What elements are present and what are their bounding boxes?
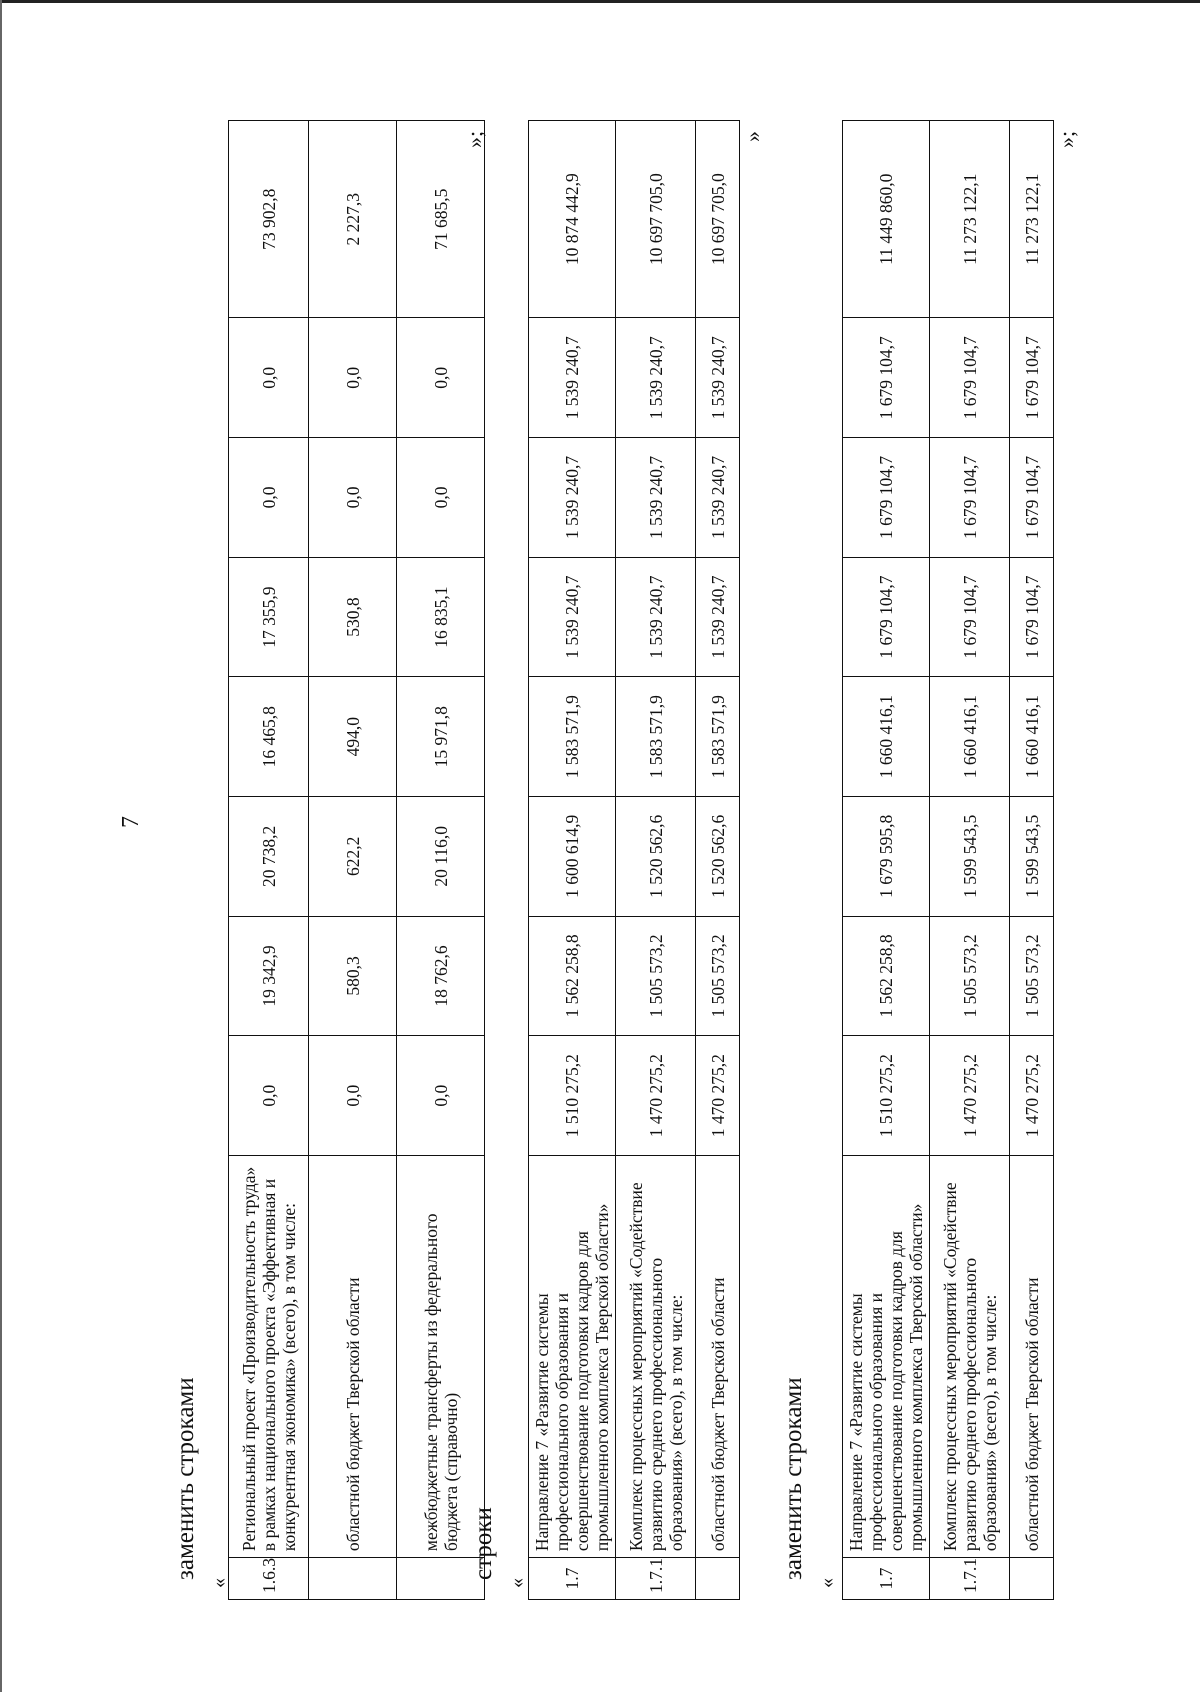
row-value: 1 539 240,7: [616, 557, 696, 677]
row-value: 0,0: [229, 318, 309, 438]
row-name: Региональный проект «Производительность труда» в рамках национального проекта «Эффективная и конкурентная экономика» (всего), в том числе:: [229, 1155, 309, 1557]
row-value: 1 583 571,9: [616, 677, 696, 797]
row-value: 1 599 543,5: [930, 797, 1010, 917]
open-quote-2: «: [506, 1578, 528, 1588]
table-block-1: [228, 120, 485, 1600]
row-value: 1 539 240,7: [529, 557, 616, 677]
row-name: Направление 7 «Развитие системы профессионального образования и совершенствование подготовки кадров для промышленного комплекса Тверской области»: [843, 1155, 930, 1557]
row-value: 71 685,5: [397, 121, 485, 318]
table-row: [616, 121, 696, 1600]
row-value: 15 971,8: [397, 677, 485, 797]
row-value: 1 470 275,2: [616, 1036, 696, 1156]
row-value: 1 539 240,7: [696, 318, 740, 438]
table-block-3: [842, 120, 1054, 1600]
row-value: 1 679 104,7: [1010, 557, 1054, 677]
row-value: 10 697 705,0: [696, 121, 740, 318]
table-row: [309, 121, 397, 1600]
row-value: 1 679 104,7: [1010, 438, 1054, 558]
row-value: 1 505 573,2: [930, 916, 1010, 1036]
page-number: 7: [118, 816, 144, 828]
row-value: 1 510 275,2: [843, 1036, 930, 1156]
row-value: 1 520 562,6: [696, 797, 740, 917]
row-value: 1 510 275,2: [529, 1036, 616, 1156]
row-value: 0,0: [397, 318, 485, 438]
row-value: 1 539 240,7: [616, 318, 696, 438]
scan-top-edge: [0, 0, 1200, 3]
row-value: 18 762,6: [397, 916, 485, 1036]
row-value: 1 583 571,9: [696, 677, 740, 797]
row-code: 1.6.3: [229, 1558, 309, 1600]
row-value: 1 600 614,9: [529, 797, 616, 917]
row-value: 1 679 104,7: [930, 557, 1010, 677]
row-value: 10 697 705,0: [616, 121, 696, 318]
row-value: 1 505 573,2: [696, 916, 740, 1036]
row-value: 1 539 240,7: [696, 557, 740, 677]
row-name: Комплекс процессных мероприятий «Содействие развитию среднего профессионального образования» (всего), в том числе:: [616, 1155, 696, 1557]
table-row: [229, 121, 309, 1600]
row-value: 1 583 571,9: [529, 677, 616, 797]
row-value: 0,0: [309, 438, 397, 558]
row-value: 580,3: [309, 916, 397, 1036]
end-mark-2: »: [740, 131, 765, 142]
row-value: 1 562 258,8: [529, 916, 616, 1036]
row-value: 11 449 860,0: [843, 121, 930, 318]
row-code: 1.7.1: [616, 1558, 696, 1600]
row-value: 1 562 258,8: [843, 916, 930, 1036]
row-code: 1.7: [529, 1558, 616, 1600]
row-value: 622,2: [309, 797, 397, 917]
row-value: 1 679 595,8: [843, 797, 930, 917]
row-value: 1 679 104,7: [930, 318, 1010, 438]
row-value: 20 738,2: [229, 797, 309, 917]
scan-left-edge: [0, 0, 2, 1692]
row-value: 10 874 442,9: [529, 121, 616, 318]
row-value: 1 470 275,2: [696, 1036, 740, 1156]
row-value: 0,0: [229, 1036, 309, 1156]
rotated-document-sheet: [150, 120, 1110, 1600]
instruction-rows: строки: [470, 1507, 497, 1580]
row-code: 1.7.1: [930, 1558, 1010, 1600]
row-value: 1 660 416,1: [843, 677, 930, 797]
row-value: 1 539 240,7: [529, 318, 616, 438]
row-value: 1 520 562,6: [616, 797, 696, 917]
table-row: [930, 121, 1010, 1600]
row-value: 1 679 104,7: [843, 318, 930, 438]
end-mark-3: »;: [1054, 130, 1079, 148]
row-value: 1 505 573,2: [616, 916, 696, 1036]
instruction-replace-1: заменить строками: [172, 1377, 199, 1580]
row-value: 1 660 416,1: [930, 677, 1010, 797]
table-block-2: [528, 120, 740, 1600]
row-value: 1 539 240,7: [616, 438, 696, 558]
row-value: 16 465,8: [229, 677, 309, 797]
row-code: [696, 1558, 740, 1600]
row-name: областной бюджет Тверской области: [696, 1155, 740, 1557]
table-row: [1010, 121, 1054, 1600]
row-value: 19 342,9: [229, 916, 309, 1036]
table-row: [397, 121, 485, 1600]
row-value: 530,8: [309, 557, 397, 677]
row-value: 0,0: [229, 438, 309, 558]
table-row: [529, 121, 616, 1600]
row-value: 0,0: [397, 438, 485, 558]
end-mark-1: »;: [462, 130, 487, 148]
row-value: 11 273 122,1: [1010, 121, 1054, 318]
row-value: 20 116,0: [397, 797, 485, 917]
row-value: 1 470 275,2: [1010, 1036, 1054, 1156]
row-value: 16 835,1: [397, 557, 485, 677]
row-value: 0,0: [397, 1036, 485, 1156]
row-value: 1 539 240,7: [696, 438, 740, 558]
row-name: Направление 7 «Развитие системы профессионального образования и совершенствование подготовки кадров для промышленного комплекса Тверской области»: [529, 1155, 616, 1557]
row-value: 1 679 104,7: [843, 438, 930, 558]
row-value: 494,0: [309, 677, 397, 797]
table-row: [696, 121, 740, 1600]
row-name: Комплекс процессных мероприятий «Содействие развитию среднего профессионального образования» (всего), в том числе:: [930, 1155, 1010, 1557]
row-code: [1010, 1558, 1054, 1600]
row-value: 1 470 275,2: [930, 1036, 1010, 1156]
instruction-replace-2: заменить строками: [780, 1377, 807, 1580]
row-value: 2 227,3: [309, 121, 397, 318]
open-quote-3: «: [816, 1578, 838, 1588]
row-value: 1 599 543,5: [1010, 797, 1054, 917]
row-code: 1.7: [843, 1558, 930, 1600]
row-name: межбюджетные трансферты из федерального бюджета (справочно): [397, 1155, 485, 1557]
row-name: областной бюджет Тверской области: [1010, 1155, 1054, 1557]
row-value: 1 539 240,7: [529, 438, 616, 558]
row-value: 1 679 104,7: [843, 557, 930, 677]
row-value: 11 273 122,1: [930, 121, 1010, 318]
row-value: 17 355,9: [229, 557, 309, 677]
row-value: 0,0: [309, 1036, 397, 1156]
row-value: 0,0: [309, 318, 397, 438]
row-value: 1 505 573,2: [1010, 916, 1054, 1036]
open-quote-1: «: [208, 1578, 230, 1588]
row-value: 1 679 104,7: [930, 438, 1010, 558]
row-code: [309, 1558, 397, 1600]
row-value: 73 902,8: [229, 121, 309, 318]
row-value: 1 679 104,7: [1010, 318, 1054, 438]
row-value: 1 660 416,1: [1010, 677, 1054, 797]
row-name: областной бюджет Тверской области: [309, 1155, 397, 1557]
table-row: [843, 121, 930, 1600]
